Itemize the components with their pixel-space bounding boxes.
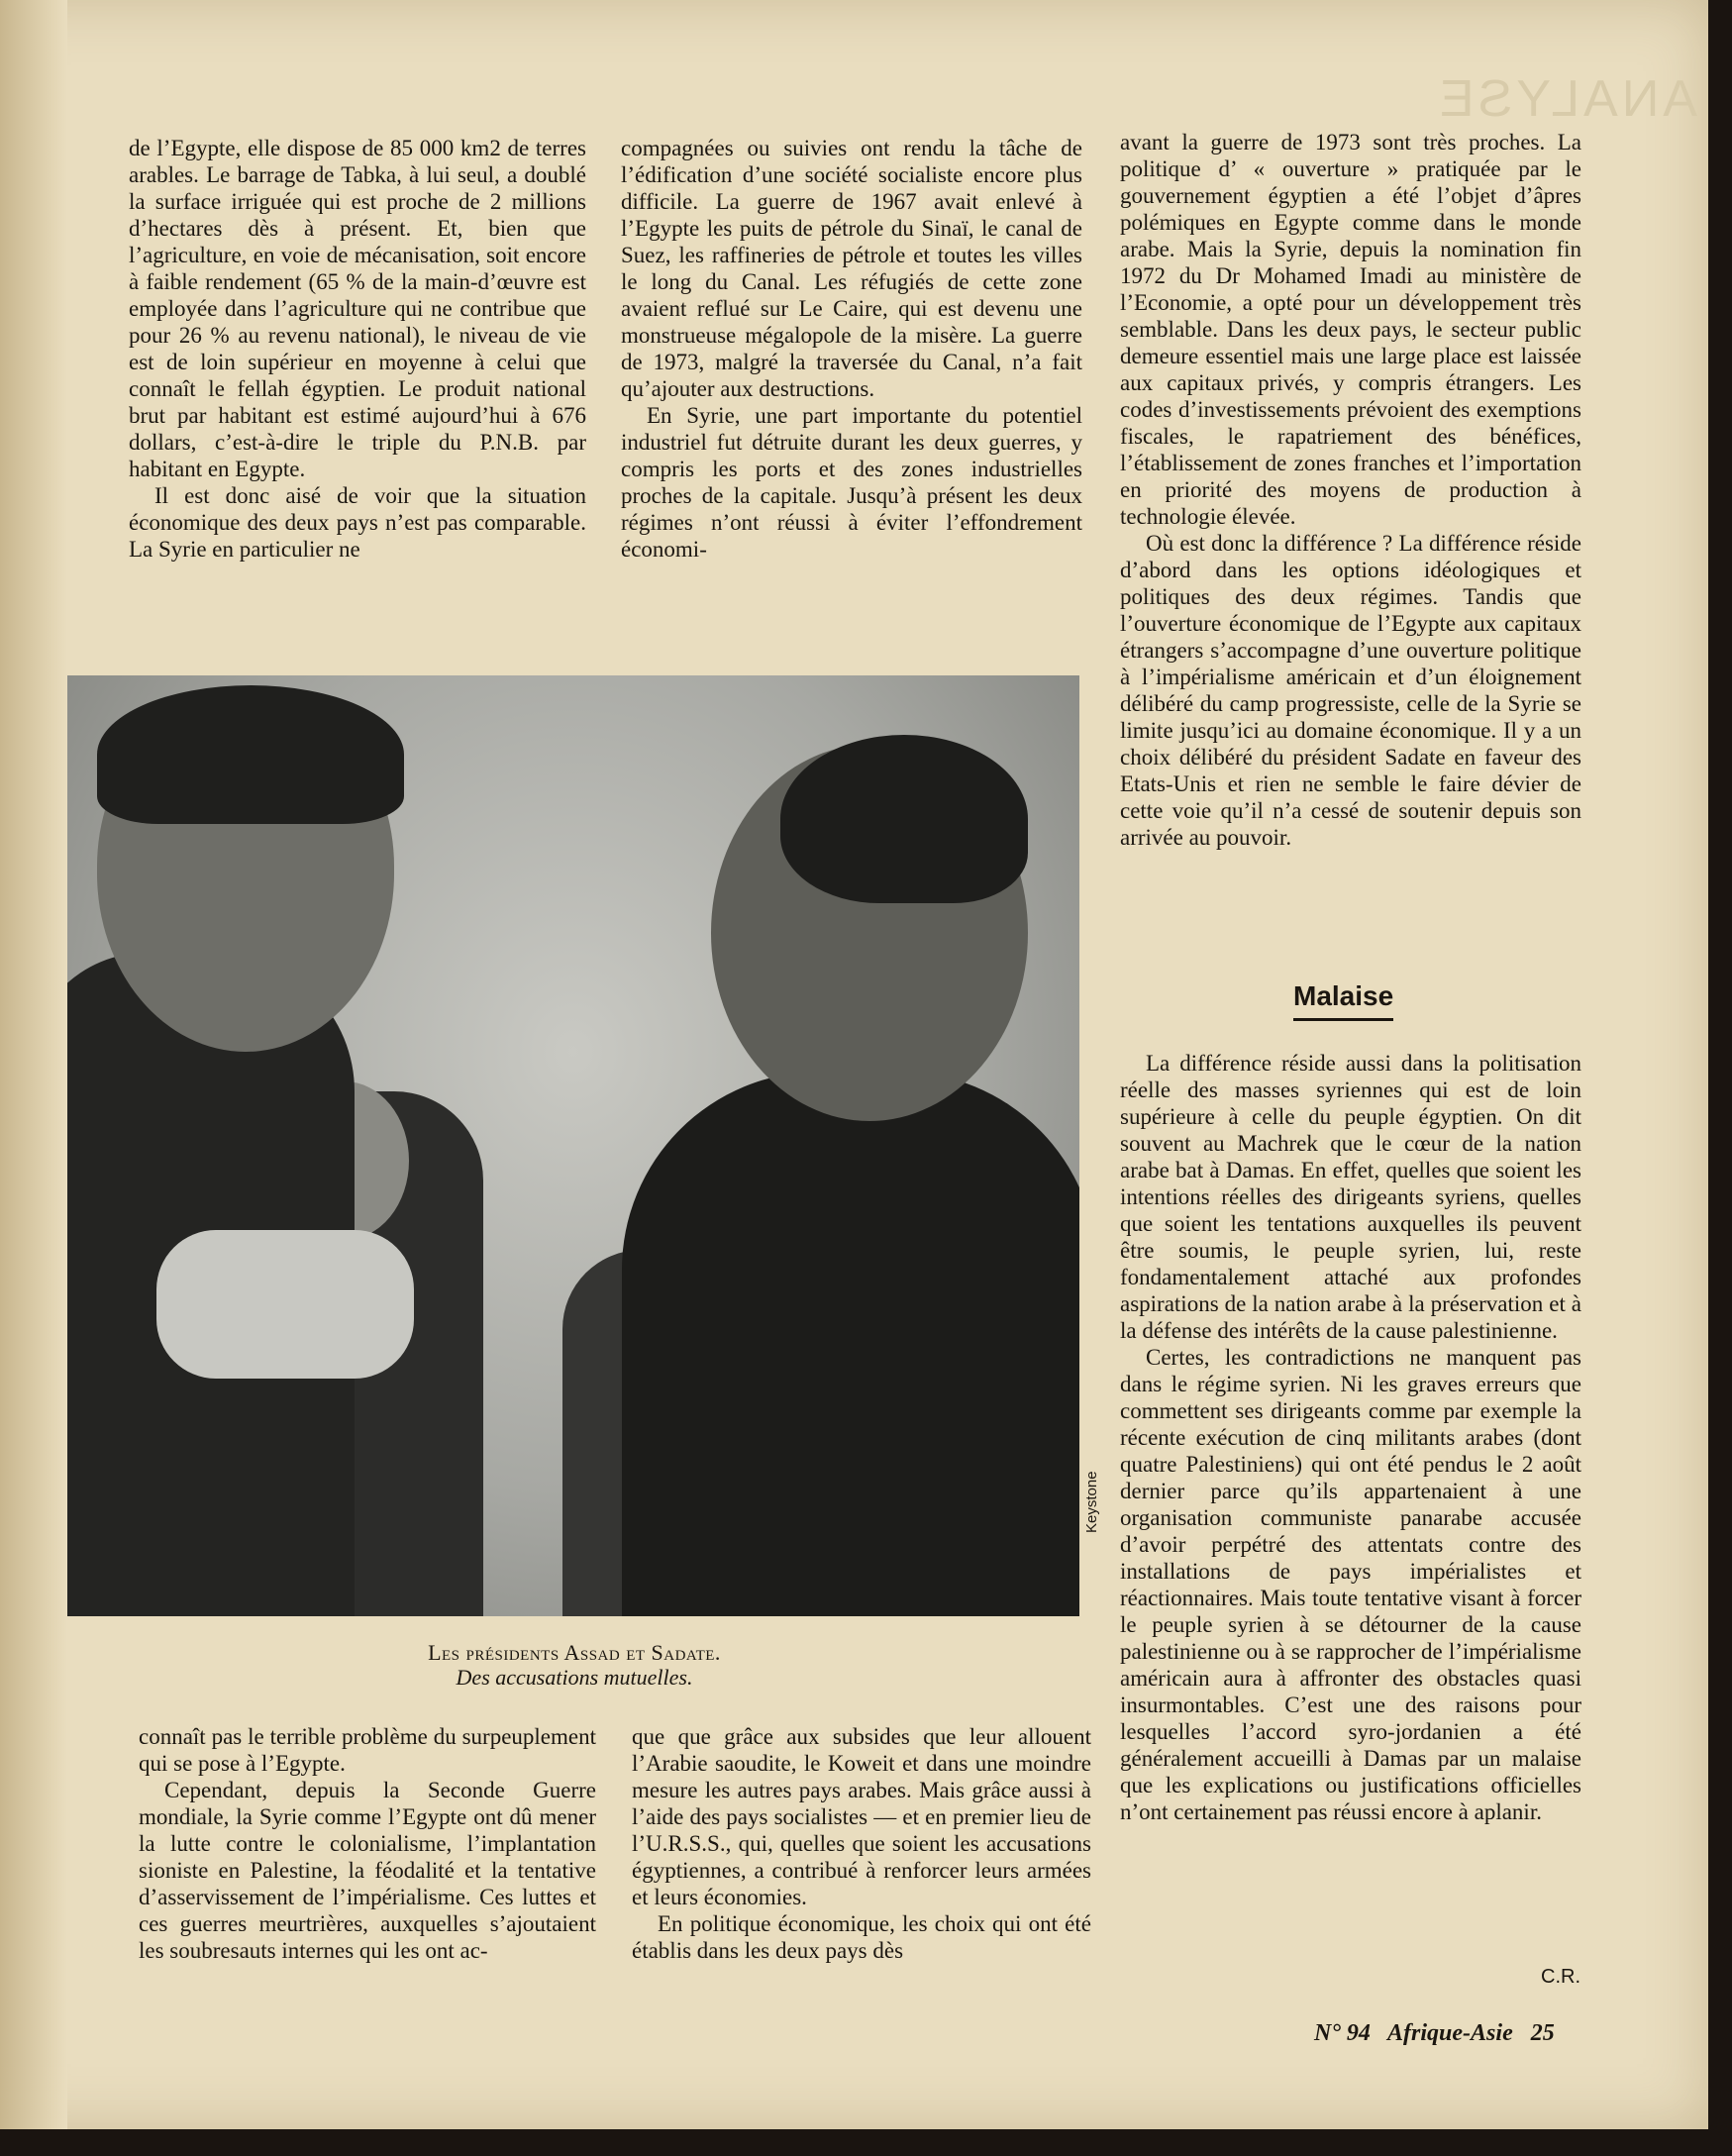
page-spine	[0, 0, 67, 2129]
column-2-top	[621, 135, 1082, 563]
caption-title: Les présidents Assad et Sadate.	[428, 1640, 721, 1665]
paragraph: En politique économique, les choix qui ont été établis dans les deux pays dès	[632, 1911, 1091, 1963]
column-3-top	[1120, 129, 1581, 851]
magazine-name: Afrique-Asie	[1387, 2020, 1513, 2046]
caption-subtitle: Des accusations mutuelles.	[456, 1665, 693, 1690]
column-3-bottom	[1120, 1050, 1581, 1825]
paragraph: de l’Egypte, elle dispose de 85 000 km2 de terres arables. Le barrage de Tabka, à lui seul, a doublé la surface irriguée qui est proche de 2 millions d’hectares dès à présent. Et, bien que l’agriculture, en voie de mécanisation, soit encore à faible rendement (65 % de la main-d’œuvre est employée dans l’agriculture qui ne contribue que pour 26 % au revenu national), le niveau de vie est de loin supérieur en moyenne à celui que connaît le fellah égyptien. Le produit national brut par habitant est estimé aujourd’hui à 676 dollars, c’est-à-dire le triple du P.N.B. par habitant en Egypte.	[129, 136, 586, 481]
paragraph: Il est donc aisé de voir que la situation économique des deux pays n’est pas comparable. La Syrie en particulier ne	[129, 483, 586, 562]
author-signature: C.R.	[1541, 1966, 1580, 1988]
paragraph: En Syrie, une part importante du potentiel industriel fut détruite durant les deux guerres, y compris les ports et des zones industrielles proches de la capitale. Jusqu’à présent les deux régimes n’ont réussi à éviter l’effondrement économi-	[621, 403, 1082, 562]
column-1-bottom	[139, 1723, 596, 1964]
photo-caption	[337, 1640, 812, 1690]
issue-number: N° 94	[1314, 2020, 1371, 2046]
figure-right-body	[622, 1072, 1079, 1616]
paragraph: compagnées ou suivies ont rendu la tâche de l’édification d’une société socialiste encore plus difficile. La guerre de 1967 avait enlevé à l’Egypte les puits de pétrole du Sinaï, le canal de Suez, les raffineries de pétrole et toutes les villes le long du Canal. Les réfugiés de cette zone avaient reflué sur Le Caire, qui est devenu une monstrueuse mégalopole de la misère. La guerre de 1973, malgré la traversée du Canal, n’a fait qu’ajouter aux destructions.	[621, 136, 1082, 401]
paragraph: que que grâce aux subsides que leur allouent l’Arabie saoudite, le Koweit et dans une moindre mesure les autres pays arabes. Mais grâce aussi à l’aide des pays socialistes — et en premier lieu de l’U.R.S.S., qui, quelles que soient les accusations égyptiennes, a contribué à renforcer leurs armées et leurs économies.	[632, 1724, 1091, 1909]
bleed-through-text: ANALYSE	[1436, 70, 1698, 128]
handshake-hands	[156, 1230, 414, 1379]
paragraph: Certes, les contradictions ne manquent pas dans le régime syrien. Ni les graves erreurs que commettent ses dirigeants comme par exemple la récente exécution de cinq militants arabes (dont quatre Palestiniens) qui ont été pendus le 2 août dernier parce qu’ils appartenaient à une organisation communiste panarabe accusée d’avoir perpétré des attentats contre des installations de pays impérialistes et réactionnaires. Mais toute tentative visant à forcer le peuple syrien à se détourner de la cause palestinienne ou à se rapprocher de l’impérialisme américain aura à affronter des obstacles quasi insurmontables. C’est une des raisons pour lesquelles l’accord syro-jordanien a été généralement accueilli à Damas par un malaise que les explications ou justifications officielles n’ont certainement pas réussi encore à aplanir.	[1120, 1345, 1581, 1824]
figure-left-hair	[97, 685, 404, 824]
press-photo	[67, 675, 1079, 1616]
page-number: 25	[1530, 2020, 1555, 2046]
paragraph: avant la guerre de 1973 sont très proches. La politique d’ « ouverture » pratiquée par le gouvernement égyptien a été l’objet d’âpres polémiques en Egypte comme dans le monde arabe. Mais la Syrie, depuis la nomination fin 1972 du Dr Mohamed Imadi au ministère de l’Economie, a opté pour un développement très semblable. Dans les deux pays, le secteur public demeure essentiel mais une large place est laissée aux capitaux privés, y compris étrangers. Les codes d’investissements prévoient des exemptions fiscales, le rapatriement des bénéfices, l’établissement de zones franches et l’importation en priorité des moyens de production à technologie élevée.	[1120, 130, 1581, 529]
figure-right-hair	[780, 735, 1028, 903]
paragraph: La différence réside aussi dans la politisation réelle des masses syriennes qui est de loin supérieure à celle du peuple égyptien. On dit souvent au Machrek que le cœur de la nation arabe bat à Damas. En effet, quelles que soient les intentions réelles des dirigeants syriens, quelles que soient les tentations auxquelles ils peuvent être soumis, le peuple syrien, lui, reste fondamentalement attaché aux profondes aspirations de la nation arabe à la préservation et à la défense des intérêts de la cause palestinienne.	[1120, 1051, 1581, 1343]
page-footer	[1314, 2020, 1555, 2047]
section-heading: Malaise	[1293, 980, 1393, 1021]
column-1-top	[129, 135, 586, 563]
paragraph: Cependant, depuis la Seconde Guerre mondiale, la Syrie comme l’Egypte ont dû mener la lutte contre le colonialisme, l’implantation sioniste en Palestine, la féodalité et la tentative d’asservissement de l’impérialisme. Ces luttes et ces guerres meurtrières, auxquelles s’ajoutaient les soubresauts internes qui les ont ac-	[139, 1778, 596, 1963]
column-2-bottom	[632, 1723, 1091, 1964]
photo-credit: Keystone	[1083, 1471, 1100, 1533]
paragraph: connaît pas le terrible problème du surpeuplement qui se pose à l’Egypte.	[139, 1724, 596, 1776]
paragraph: Où est donc la différence ? La différence réside d’abord dans les options idéologiques et politiques des deux régimes. Tandis que l’ouverture économique de l’Egypte aux capitaux étrangers s’accompagne d’une ouverture politique à l’impérialisme américain et d’un éloignement délibéré du camp progressiste, celle de la Syrie se limite jusqu’ici au domaine économique. Il y a un choix délibéré du président Sadate en faveur des Etats-Unis et rien ne semble le faire dévier de cette voie qu’il n’a cessé de soutenir depuis son arrivée au pouvoir.	[1120, 531, 1581, 850]
